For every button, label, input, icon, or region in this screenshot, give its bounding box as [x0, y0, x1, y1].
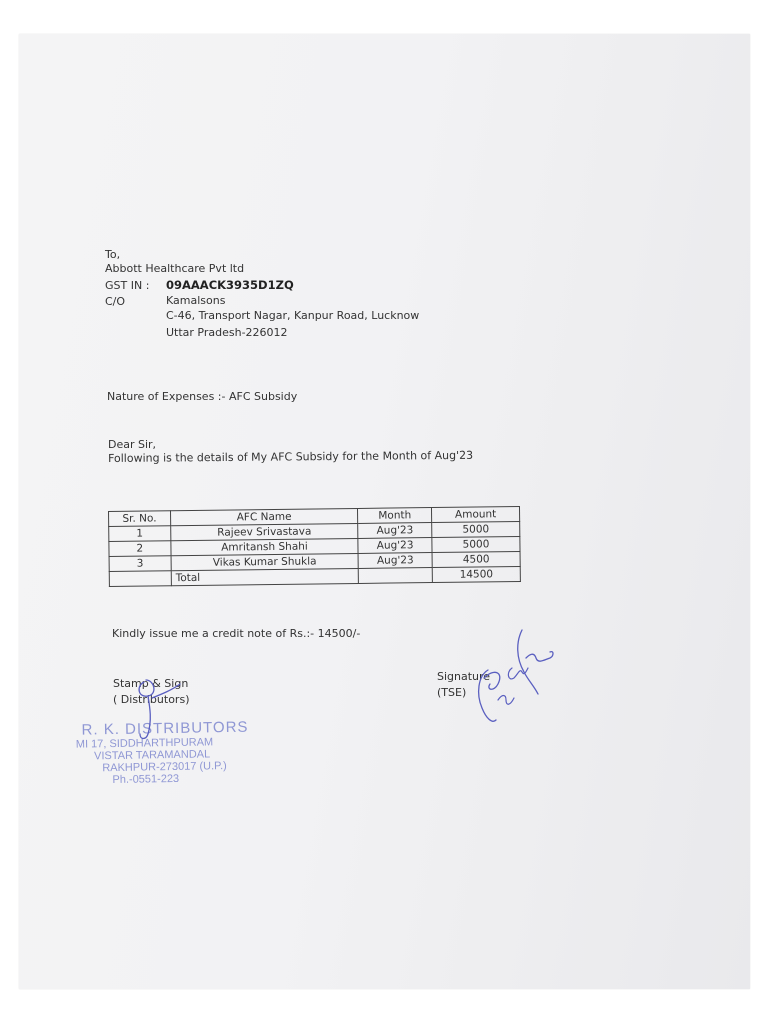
gst-number: 09AAACK3935D1ZQ [166, 278, 294, 292]
stamp-line-4: RAKHPUR-273017 (U.P.) [102, 760, 227, 775]
cell-amount: 5000 [432, 536, 520, 552]
tse-signature-icon [470, 628, 560, 728]
cell-month: Aug'23 [358, 553, 432, 569]
stamp-line-1: R. K. DISTRIBUTORS [81, 718, 249, 739]
cell-month: Aug'23 [358, 538, 432, 554]
cell-sr: 2 [109, 541, 171, 557]
intro-paragraph: Following is the details of My AFC Subsidy for the Month of Aug'23 [108, 448, 474, 465]
salutation: Dear Sir, [108, 438, 157, 451]
cell-empty [358, 568, 432, 584]
tse-label: (TSE) [437, 686, 467, 699]
header-month: Month [358, 508, 432, 524]
stamp-line-3: VISTAR TARAMANDAL [93, 748, 211, 763]
afc-subsidy-table [108, 506, 521, 587]
header-afc-name: AFC Name [170, 508, 358, 525]
header-sr-no: Sr. No. [109, 511, 171, 527]
cell-amount: 4500 [432, 551, 520, 567]
distributors-label: ( Distributors) [113, 693, 190, 706]
to-label: To, [105, 248, 121, 261]
header-amount: Amount [432, 506, 520, 522]
gst-label: GST IN : [105, 279, 150, 292]
cell-amount: 5000 [432, 521, 520, 537]
cell-name: Vikas Kumar Shukla [171, 553, 359, 570]
cell-name: Amritansh Shahi [171, 538, 359, 555]
company-name: Abbott Healthcare Pvt ltd [105, 262, 245, 275]
address-line-2: C-46, Transport Nagar, Kanpur Road, Lucknow [166, 309, 420, 322]
nature-of-expenses: Nature of Expenses :- AFC Subsidy [107, 390, 298, 403]
cell-month: Aug'23 [358, 523, 432, 539]
cell-name: Rajeev Srivastava [171, 523, 359, 540]
co-label: C/O [105, 295, 126, 308]
total-label: Total [171, 568, 359, 585]
cell-sr: 1 [109, 526, 171, 542]
distributor-signature-icon [128, 668, 188, 748]
stamp-line-5: Ph.-0551-223 [112, 772, 180, 787]
address-line-3: Uttar Pradesh-226012 [166, 326, 288, 339]
stamp-sign-label: Stamp & Sign [113, 677, 189, 690]
signature-label: Signature [437, 670, 491, 683]
stamp-line-2: MI 17, SIDDHARTHPURAM [75, 736, 214, 751]
cell-empty [109, 571, 171, 587]
total-amount: 14500 [432, 566, 520, 582]
address-line-1: Kamalsons [166, 294, 226, 307]
cell-sr: 3 [109, 556, 171, 572]
credit-note-request: Kindly issue me a credit note of Rs.:- 14500/- [112, 627, 361, 640]
